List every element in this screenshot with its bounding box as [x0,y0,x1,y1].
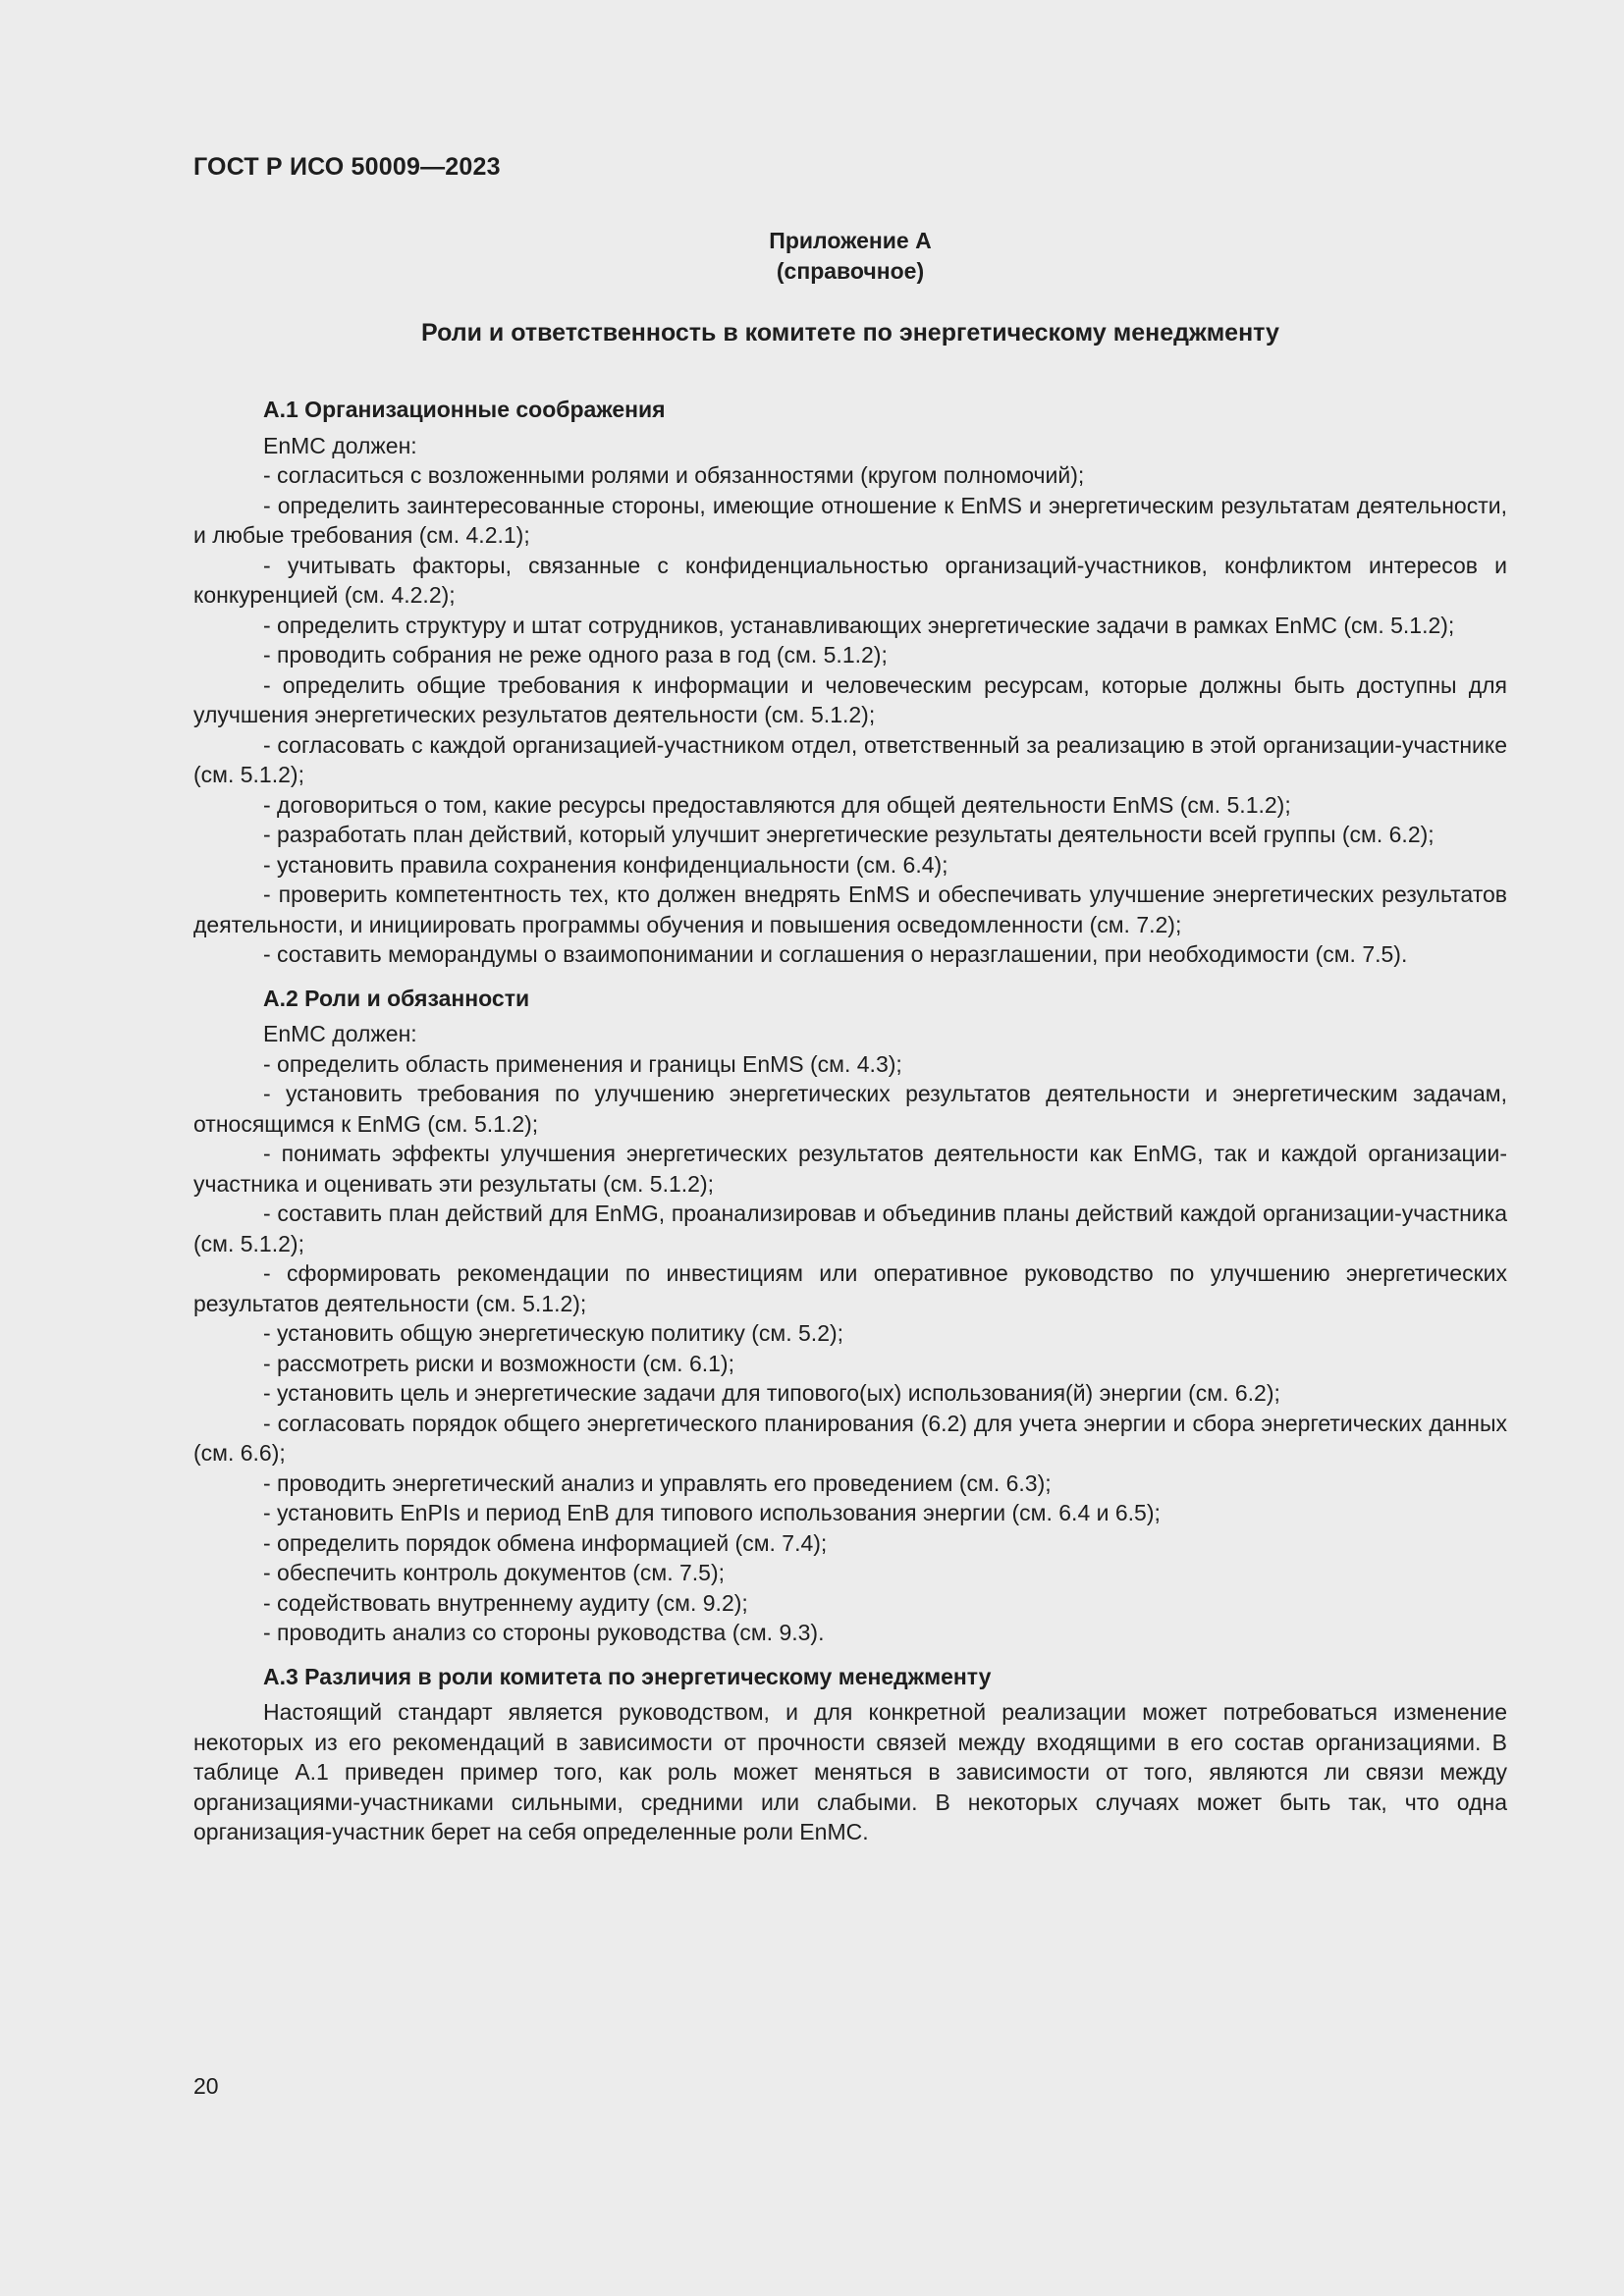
paragraph: ЕnМС должен: [263,432,417,458]
paragraph: - содействовать внутреннему аудиту (см. 9.2); [263,1589,748,1616]
paragraph: - определить общие требования к информации и человеческим ресурсам, которые должны быть доступны для улучшения энергетических результатов деятельности (см. 5.1.2); [193,671,1507,727]
paragraph: - определить порядок обмена информацией (см. 7.4); [263,1529,828,1556]
paragraph: - обеспечить контроль документов (см. 7.5); [263,1560,726,1585]
paragraph: - согласовать порядок общего энергетического планирования (6.2) для учета энергии и сбора энергетических данных (см. 6.6); [193,1410,1507,1466]
paragraph: - установить цель и энергетические задачи для типового(ых) использования(й) энергии (см. 6.2); [263,1380,1280,1406]
paragraph: - понимать эффекты улучшения энергетических результатов деятельности как EnMG, так и каждой организации-участника и оценивать эти результаты (см. 5.1.2); [193,1141,1507,1197]
appendix-heading [193,226,1507,287]
paragraph: - договориться о том, какие ресурсы предоставляются для общей деятельности EnMS (см. 5.1.2); [263,791,1291,818]
standard-code-header: ГОСТ Р ИСО 50009—2023 [193,153,501,181]
paragraph: - проверить компетентность тех, кто должен внедрять EnMS и обеспечивать улучшение энергетических результатов деятельности, и инициировать программы обучения и повышения осведомленности (см. 7.2); [193,881,1507,937]
paragraph: - сформировать рекомендации по инвестициям или оперативное руководство по улучшению энергетических результатов деятельности (см. 5.1.2); [193,1260,1507,1316]
paragraph: - учитывать факторы, связанные с конфиденциальностью организаций-участников, конфликтом интересов и конкуренцией (см. 4.2.2); [193,552,1507,608]
paragraph: - составить меморандумы о взаимопонимании и соглашения о неразглашении, при необходимости (см. 7.5). [263,941,1408,967]
paragraph: - установить правила сохранения конфиденциальности (см. 6.4); [263,851,948,878]
paragraph: - проводить энергетический анализ и управлять его проведением (см. 6.3); [263,1469,1052,1496]
paragraph: - согласиться с возложенными ролями и обязанностями (кругом полномочий); [263,462,1085,488]
paragraph: - рассмотреть риски и возможности (см. 6.1); [263,1350,734,1376]
paragraph: - определить структуру и штат сотрудников, устанавливающих энергетические задачи в рамках ЕnМС (см. 5.1.2); [263,612,1455,638]
paragraph: - определить заинтересованные стороны, имеющие отношение к EnMS и энергетическим результатам деятельности, и любые требования (см. 4.2.1); [193,492,1507,548]
paragraph: - определить область применения и границы EnMS (см. 4.3); [263,1050,902,1077]
section-a1 [193,395,1507,970]
page-number: 20 [193,2073,219,2099]
paragraph: - установить общую энергетическую политику (см. 5.2); [263,1320,844,1346]
paragraph: - установить EnPIs и период EnB для типового использования энергии (см. 6.4 и 6.5); [263,1500,1161,1525]
paragraph: - согласовать с каждой организацией-участником отдел, ответственный за реализацию в этой организации-участнике (см. 5.1.2); [193,731,1507,787]
section-heading: А.2 Роли и обязанности [263,985,530,1011]
paragraph: - составить план действий для EnMG, проанализировав и объединив планы действий каждой организации-участника (см. 5.1.2); [193,1201,1507,1256]
paragraph: ЕnМС должен: [263,1021,417,1046]
section-a3 [193,1662,1507,1847]
paragraph: - проводить анализ со стороны руководства (см. 9.3). [263,1620,825,1645]
document-body [193,395,1507,1847]
paragraph: Настоящий стандарт является руководством, и для конкретной реализации может потребоваться изменение некоторых из его рекомендаций в зависимости от прочности связей между входящими в его состав организациями. В таблице А.1 приведен пример того, как роль может меняться в зависимости от того, являются ли связи между организациями-участниками сильными, средними или слабыми. В некоторых случаях может быть так, что одна организация-участник берет на себя определенные роли ЕnМС. [193,1699,1507,1844]
section-heading: А.3 Различия в роли комитета по энергетическому менеджменту [263,1663,992,1689]
appendix-subtitle: (справочное) [776,258,925,284]
paragraph: - разработать план действий, который улучшит энергетические результаты деятельности всей группы (см. 6.2); [263,822,1435,847]
paragraph: - проводить собрания не реже одного раза в год (см. 5.1.2); [263,642,888,667]
section-heading: А.1 Организационные соображения [263,397,666,422]
paragraph: - установить требования по улучшению энергетических результатов деятельности и энергетическим задачам, относящимся к EnMG (см. 5.1.2); [193,1081,1507,1137]
page-title: Роли и ответственность в комитете по энергетическому менеджменту [421,319,1279,347]
appendix-title: Приложение А [769,228,932,253]
section-a2 [193,984,1507,1648]
